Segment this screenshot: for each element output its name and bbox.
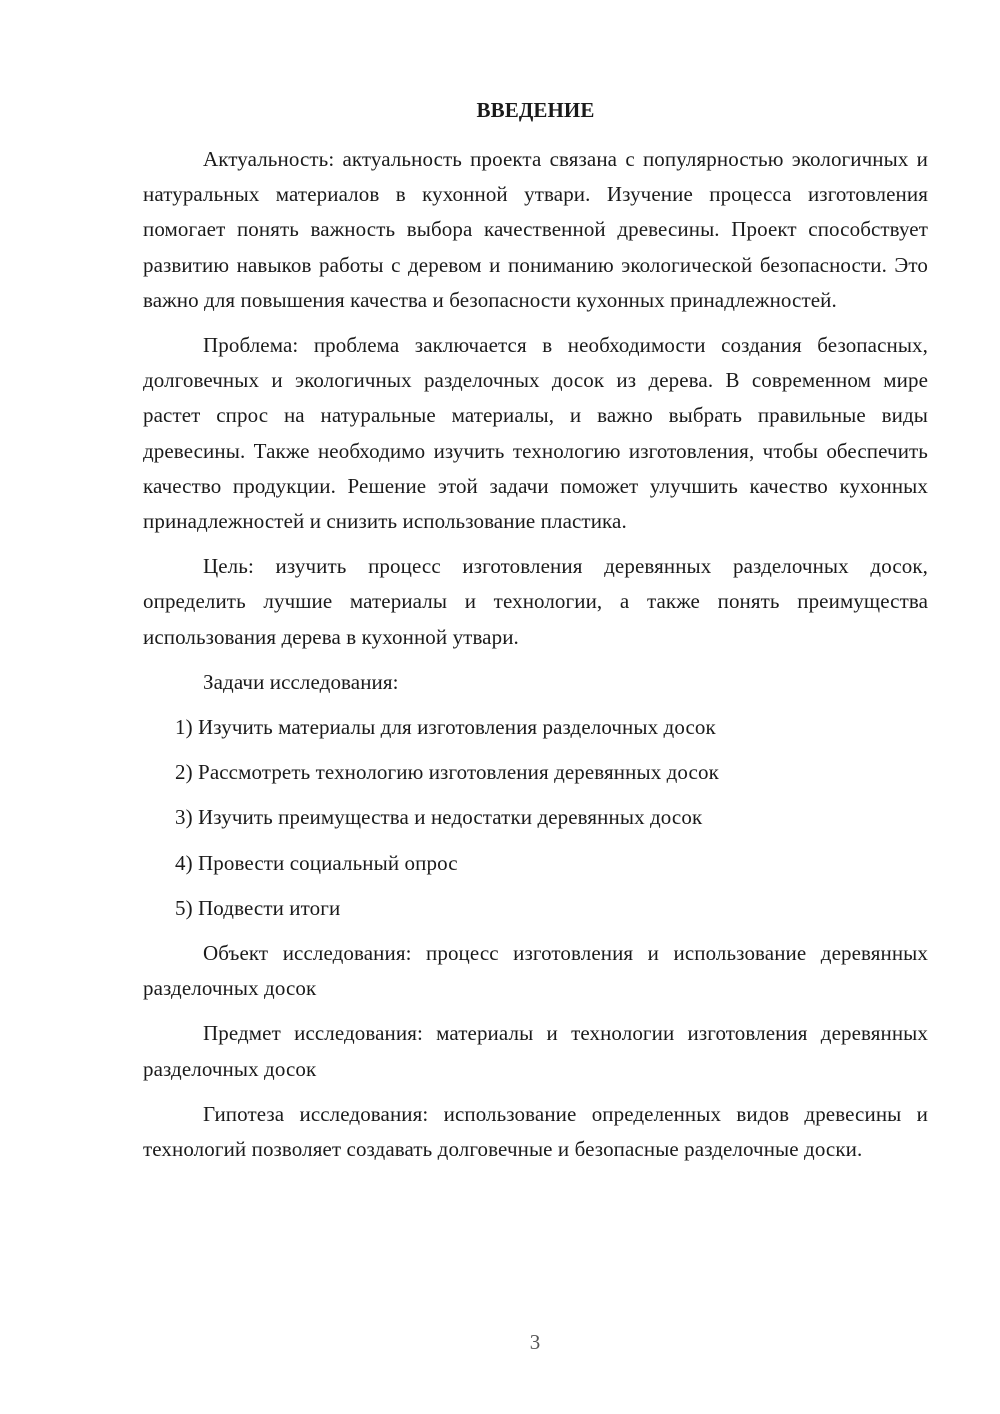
paragraph-subject: Предмет исследования: материалы и технологии изготовления деревянных разделочных досок (143, 1021, 928, 1081)
task-item-1: 1) Изучить материалы для изготовления разделочных досок (175, 715, 716, 740)
section-heading: ВВЕДЕНИЕ (476, 98, 595, 122)
page-number: 3 (529, 1330, 541, 1354)
paragraph-problem: Проблема: проблема заключается в необходимости создания безопасных, долговечных и экологичных разделочных досок из дерева. В современном мире растет спрос на натуральные материалы, и важно выбрать правильные виды древесины. Также необходимо изучить технологию изготовления, чтобы обеспечить качество продукции. Решение этой задачи поможет улучшить качество кухонных принадлежностей и снизить использование пластика. (143, 333, 928, 534)
paragraph-object: Объект исследования: процесс изготовления и использование деревянных разделочных досок (143, 941, 928, 1001)
task-list (143, 710, 928, 926)
task-item-5: 5) Подвести итоги (175, 895, 341, 920)
task-item-3: 3) Изучить преимущества и недостатки деревянных досок (175, 805, 703, 830)
tasks-title: Задачи исследования: (203, 669, 399, 694)
paragraph-hypothesis: Гипотеза исследования: использование определенных видов древесины и технологий позволяет создавать долговечные и безопасные разделочные доски. (143, 1101, 928, 1162)
paragraph-relevance: Актуальность: актуальность проекта связана с популярностью экологичных и натуральных материалов в кухонной утвари. Изучение процесса изготовления помогает понять важность выбора качественной древесины. Проект способствует развитию навыков работы с деревом и пониманию экологической безопасности. Это важно для повышения качества и безопасности кухонных принадлежностей. (143, 147, 928, 312)
paragraph-goal: Цель: изучить процесс изготовления деревянных разделочных досок, определить лучшие материалы и технологии, а также понять преимущества использования дерева в кухонной утвари. (143, 554, 928, 649)
document-page (143, 92, 928, 1177)
task-item-4: 4) Провести социальный опрос (175, 850, 458, 875)
task-item-2: 2) Рассмотреть технологию изготовления деревянных досок (175, 760, 719, 785)
